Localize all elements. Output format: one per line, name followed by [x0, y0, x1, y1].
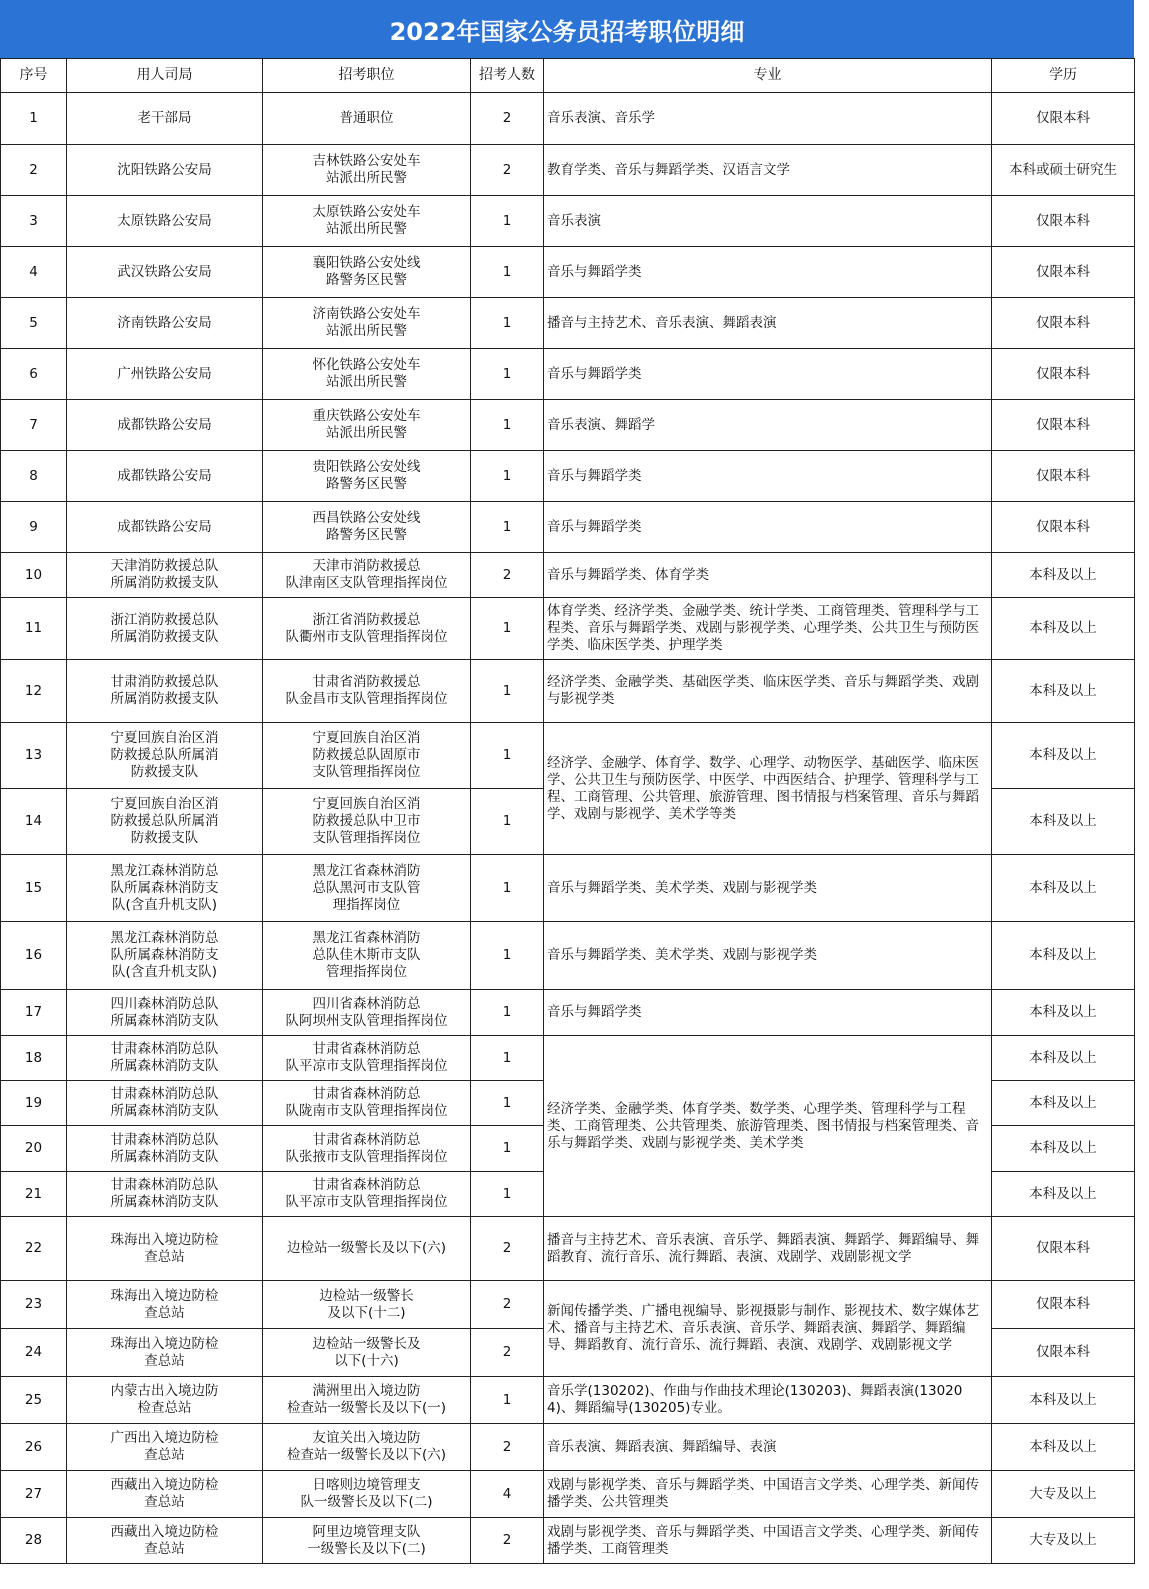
cell-count: 1: [471, 451, 544, 502]
cell-position: 宁夏回族自治区消 防救援总队固原市 支队管理指挥岗位: [263, 723, 471, 789]
cell-dept: 天津消防救援总队 所属消防救援支队: [67, 553, 263, 598]
cell-dept: 甘肃森林消防总队 所属森林消防支队: [67, 1036, 263, 1081]
cell-no: 13: [1, 723, 67, 789]
cell-count: 1: [471, 922, 544, 990]
cell-count: 2: [471, 1217, 544, 1281]
cell-education: 本科及以上: [992, 1172, 1135, 1217]
cell-no: 6: [1, 349, 67, 400]
cell-no: 12: [1, 660, 67, 723]
table-row: [1, 855, 1135, 922]
cell-count: 2: [471, 1424, 544, 1471]
cell-count: 2: [471, 1281, 544, 1329]
cell-education: 仅限本科: [992, 349, 1135, 400]
cell-position: 甘肃省消防救援总 队金昌市支队管理指挥岗位: [263, 660, 471, 723]
cell-education: 本科及以上: [992, 990, 1135, 1036]
cell-position: 太原铁路公安处车 站派出所民警: [263, 196, 471, 247]
header-no: 序号: [1, 59, 67, 93]
cell-major: 播音与主持艺术、音乐表演、舞蹈表演: [544, 298, 992, 349]
cell-education: 本科及以上: [992, 922, 1135, 990]
header-major: 专业: [544, 59, 992, 93]
cell-dept: 沈阳铁路公安局: [67, 145, 263, 196]
cell-no: 2: [1, 145, 67, 196]
cell-no: 20: [1, 1126, 67, 1172]
cell-position: 黑龙江省森林消防 总队黑河市支队管 理指挥岗位: [263, 855, 471, 922]
cell-dept: 珠海出入境边防检 查总站: [67, 1329, 263, 1377]
cell-dept: 甘肃消防救援总队 所属消防救援支队: [67, 660, 263, 723]
cell-major: 音乐表演、音乐学: [544, 93, 992, 145]
cell-position: 宁夏回族自治区消 防救援总队中卫市 支队管理指挥岗位: [263, 789, 471, 855]
header-dept: 用人司局: [67, 59, 263, 93]
cell-dept: 宁夏回族自治区消 防救援总队所属消 防救援支队: [67, 789, 263, 855]
cell-education: 仅限本科: [992, 1329, 1135, 1377]
cell-education: 大专及以上: [992, 1471, 1135, 1518]
cell-no: 17: [1, 990, 67, 1036]
cell-education: 仅限本科: [992, 196, 1135, 247]
cell-education: 本科及以上: [992, 789, 1135, 855]
cell-dept: 济南铁路公安局: [67, 298, 263, 349]
cell-dept: 甘肃森林消防总队 所属森林消防支队: [67, 1081, 263, 1126]
cell-education: 仅限本科: [992, 400, 1135, 451]
cell-position: 襄阳铁路公安处线 路警务区民警: [263, 247, 471, 298]
cell-no: 25: [1, 1377, 67, 1424]
page-title: 2022年国家公务员招考职位明细: [0, 0, 1134, 59]
cell-major: 音乐与舞蹈学类、美术学类、戏剧与影视学类: [544, 922, 992, 990]
cell-position: 边检站一级警长及以下(六): [263, 1217, 471, 1281]
cell-dept: 太原铁路公安局: [67, 196, 263, 247]
cell-position: 甘肃省森林消防总 队张掖市支队管理指挥岗位: [263, 1126, 471, 1172]
cell-education: 仅限本科: [992, 502, 1135, 553]
cell-dept: 宁夏回族自治区消 防救援总队所属消 防救援支队: [67, 723, 263, 789]
cell-count: 1: [471, 196, 544, 247]
cell-education: 仅限本科: [992, 93, 1135, 145]
cell-major: 播音与主持艺术、音乐表演、音乐学、舞蹈表演、舞蹈学、舞蹈编导、舞蹈教育、流行音乐、流行舞蹈、表演、戏剧学、戏剧影视文学: [544, 1217, 992, 1281]
table-row: [1, 502, 1135, 553]
cell-count: 1: [471, 660, 544, 723]
positions-table: [0, 58, 1135, 1564]
table-row: [1, 1518, 1135, 1564]
cell-education: 本科及以上: [992, 553, 1135, 598]
table-row: [1, 598, 1135, 660]
cell-position: 四川省森林消防总 队阿坝州支队管理指挥岗位: [263, 990, 471, 1036]
header-position: 招考职位: [263, 59, 471, 93]
cell-education: 本科及以上: [992, 1081, 1135, 1126]
table-row: [1, 1377, 1135, 1424]
cell-no: 11: [1, 598, 67, 660]
cell-count: 2: [471, 145, 544, 196]
cell-education: 本科及以上: [992, 855, 1135, 922]
table-row: [1, 298, 1135, 349]
cell-count: 1: [471, 349, 544, 400]
cell-education: 仅限本科: [992, 1281, 1135, 1329]
cell-dept: 甘肃森林消防总队 所属森林消防支队: [67, 1126, 263, 1172]
cell-count: 1: [471, 990, 544, 1036]
cell-count: 1: [471, 1377, 544, 1424]
cell-position: 西昌铁路公安处线 路警务区民警: [263, 502, 471, 553]
cell-position: 贵阳铁路公安处线 路警务区民警: [263, 451, 471, 502]
cell-dept: 黑龙江森林消防总 队所属森林消防支 队(含直升机支队): [67, 855, 263, 922]
cell-count: 1: [471, 502, 544, 553]
cell-no: 4: [1, 247, 67, 298]
cell-dept: 广州铁路公安局: [67, 349, 263, 400]
cell-major: 音乐表演: [544, 196, 992, 247]
table-row: [1, 660, 1135, 723]
cell-major: 戏剧与影视学类、音乐与舞蹈学类、中国语言文学类、心理学类、新闻传播学类、工商管理类: [544, 1518, 992, 1564]
cell-major: 音乐与舞蹈学类: [544, 451, 992, 502]
cell-no: 1: [1, 93, 67, 145]
cell-no: 24: [1, 1329, 67, 1377]
cell-no: 5: [1, 298, 67, 349]
cell-education: 本科或硕士研究生: [992, 145, 1135, 196]
cell-no: 22: [1, 1217, 67, 1281]
cell-major: 音乐与舞蹈学类、美术学类、戏剧与影视学类: [544, 855, 992, 922]
cell-major: 音乐学(130202)、作曲与作曲技术理论(130203)、舞蹈表演(130204)、舞蹈编导(130205)专业。: [544, 1377, 992, 1424]
cell-major-merged: 经济学、金融学、体育学、数学、心理学、动物医学、基础医学、临床医学、公共卫生与预防医学、中医学、中西医结合、护理学、管理科学与工程、工商管理、公共管理、旅游管理、图书情报与档案管理、音乐与舞蹈学、戏剧与影视学、美术学等类: [544, 723, 992, 855]
cell-major: 教育学类、音乐与舞蹈学类、汉语言文学: [544, 145, 992, 196]
cell-count: 1: [471, 1036, 544, 1081]
cell-count: 2: [471, 553, 544, 598]
cell-no: 26: [1, 1424, 67, 1471]
cell-position: 重庆铁路公安处车 站派出所民警: [263, 400, 471, 451]
cell-no: 8: [1, 451, 67, 502]
cell-position: 天津市消防救援总 队津南区支队管理指挥岗位: [263, 553, 471, 598]
table-row: [1, 145, 1135, 196]
table-header-row: [1, 59, 1135, 93]
cell-major: 音乐表演、舞蹈学: [544, 400, 992, 451]
table-row: [1, 1424, 1135, 1471]
cell-dept: 珠海出入境边防检 查总站: [67, 1281, 263, 1329]
cell-dept: 黑龙江森林消防总 队所属森林消防支 队(含直升机支队): [67, 922, 263, 990]
table-row: [1, 451, 1135, 502]
cell-no: 23: [1, 1281, 67, 1329]
cell-position: 济南铁路公安处车 站派出所民警: [263, 298, 471, 349]
cell-count: 1: [471, 1081, 544, 1126]
table-row: [1, 1217, 1135, 1281]
cell-dept: 浙江消防救援总队 所属消防救援支队: [67, 598, 263, 660]
cell-major-merged: 新闻传播学类、广播电视编导、影视摄影与制作、影视技术、数字媒体艺术、播音与主持艺术、音乐表演、音乐学、舞蹈表演、舞蹈学、舞蹈编导、舞蹈教育、流行音乐、流行舞蹈、表演、戏剧学、戏剧影视文学: [544, 1281, 992, 1377]
cell-position: 日喀则边境管理支 队一级警长及以下(二): [263, 1471, 471, 1518]
table-row: [1, 400, 1135, 451]
cell-major: 音乐与舞蹈学类: [544, 349, 992, 400]
cell-no: 9: [1, 502, 67, 553]
cell-education: 本科及以上: [992, 1377, 1135, 1424]
cell-dept: 成都铁路公安局: [67, 502, 263, 553]
cell-count: 1: [471, 298, 544, 349]
cell-dept: 四川森林消防总队 所属森林消防支队: [67, 990, 263, 1036]
cell-no: 16: [1, 922, 67, 990]
cell-education: 本科及以上: [992, 1036, 1135, 1081]
cell-education: 仅限本科: [992, 1217, 1135, 1281]
cell-dept: 珠海出入境边防检 查总站: [67, 1217, 263, 1281]
cell-dept: 老干部局: [67, 93, 263, 145]
cell-no: 15: [1, 855, 67, 922]
cell-no: 19: [1, 1081, 67, 1126]
cell-major: 经济学类、金融学类、基础医学类、临床医学类、音乐与舞蹈学类、戏剧与影视学类: [544, 660, 992, 723]
cell-position: 友谊关出入境边防 检查站一级警长及以下(六): [263, 1424, 471, 1471]
cell-major: 音乐与舞蹈学类、体育学类: [544, 553, 992, 598]
cell-position: 满洲里出入境边防 检查站一级警长及以下(一): [263, 1377, 471, 1424]
cell-major: 音乐表演、舞蹈表演、舞蹈编导、表演: [544, 1424, 992, 1471]
cell-count: 1: [471, 598, 544, 660]
cell-education: 仅限本科: [992, 451, 1135, 502]
cell-count: 1: [471, 789, 544, 855]
cell-dept: 甘肃森林消防总队 所属森林消防支队: [67, 1172, 263, 1217]
table-row: [1, 553, 1135, 598]
table-row: [1, 922, 1135, 990]
cell-education: 本科及以上: [992, 598, 1135, 660]
cell-position: 吉林铁路公安处车 站派出所民警: [263, 145, 471, 196]
cell-dept: 广西出入境边防检 查总站: [67, 1424, 263, 1471]
cell-count: 2: [471, 1329, 544, 1377]
cell-position: 普通职位: [263, 93, 471, 145]
table-row: [1, 1281, 1135, 1329]
cell-count: 1: [471, 723, 544, 789]
cell-no: 28: [1, 1518, 67, 1564]
cell-dept: 武汉铁路公安局: [67, 247, 263, 298]
cell-count: 2: [471, 93, 544, 145]
cell-major: 戏剧与影视学类、音乐与舞蹈学类、中国语言文学类、心理学类、新闻传播学类、公共管理类: [544, 1471, 992, 1518]
cell-no: 21: [1, 1172, 67, 1217]
table-row: [1, 93, 1135, 145]
table-row: [1, 723, 1135, 789]
cell-no: 18: [1, 1036, 67, 1081]
table-row: [1, 349, 1135, 400]
cell-dept: 西藏出入境边防检 查总站: [67, 1471, 263, 1518]
cell-count: 1: [471, 855, 544, 922]
cell-count: 1: [471, 247, 544, 298]
cell-dept: 成都铁路公安局: [67, 400, 263, 451]
cell-position: 浙江省消防救援总 队衢州市支队管理指挥岗位: [263, 598, 471, 660]
cell-count: 4: [471, 1471, 544, 1518]
header-education: 学历: [992, 59, 1135, 93]
cell-dept: 西藏出入境边防检 查总站: [67, 1518, 263, 1564]
cell-count: 1: [471, 1126, 544, 1172]
cell-count: 1: [471, 400, 544, 451]
table-row: [1, 1036, 1135, 1081]
table-row: [1, 196, 1135, 247]
cell-count: 2: [471, 1518, 544, 1564]
cell-position: 边检站一级警长 及以下(十二): [263, 1281, 471, 1329]
cell-education: 大专及以上: [992, 1518, 1135, 1564]
cell-major: 音乐与舞蹈学类: [544, 502, 992, 553]
table-row: [1, 990, 1135, 1036]
table-row: [1, 1471, 1135, 1518]
cell-major-merged: 经济学类、金融学类、体育学类、数学类、心理学类、管理科学与工程类、工商管理类、公共管理类、旅游管理类、图书情报与档案管理类、音乐与舞蹈学类、戏剧与影视学类、美术学类: [544, 1036, 992, 1217]
cell-position: 怀化铁路公安处车 站派出所民警: [263, 349, 471, 400]
cell-education: 本科及以上: [992, 1126, 1135, 1172]
cell-education: 本科及以上: [992, 660, 1135, 723]
cell-position: 甘肃省森林消防总 队平凉市支队管理指挥岗位: [263, 1172, 471, 1217]
cell-major: 音乐与舞蹈学类: [544, 990, 992, 1036]
cell-dept: 成都铁路公安局: [67, 451, 263, 502]
cell-position: 甘肃省森林消防总 队陇南市支队管理指挥岗位: [263, 1081, 471, 1126]
cell-position: 黑龙江省森林消防 总队佳木斯市支队 管理指挥岗位: [263, 922, 471, 990]
cell-education: 仅限本科: [992, 298, 1135, 349]
header-count: 招考人数: [471, 59, 544, 93]
cell-major: 体育学类、经济学类、金融学类、统计学类、工商管理类、管理科学与工程类、音乐与舞蹈学类、戏剧与影视学类、心理学类、公共卫生与预防医学类、临床医学类、护理学类: [544, 598, 992, 660]
cell-position: 边检站一级警长及 以下(十六): [263, 1329, 471, 1377]
cell-count: 1: [471, 1172, 544, 1217]
cell-no: 27: [1, 1471, 67, 1518]
cell-education: 本科及以上: [992, 1424, 1135, 1471]
cell-education: 仅限本科: [992, 247, 1135, 298]
cell-major: 音乐与舞蹈学类: [544, 247, 992, 298]
cell-no: 3: [1, 196, 67, 247]
cell-education: 本科及以上: [992, 723, 1135, 789]
cell-no: 10: [1, 553, 67, 598]
cell-no: 7: [1, 400, 67, 451]
cell-position: 阿里边境管理支队 一级警长及以下(二): [263, 1518, 471, 1564]
cell-dept: 内蒙古出入境边防 检查总站: [67, 1377, 263, 1424]
cell-position: 甘肃省森林消防总 队平凉市支队管理指挥岗位: [263, 1036, 471, 1081]
table-row: [1, 247, 1135, 298]
cell-no: 14: [1, 789, 67, 855]
